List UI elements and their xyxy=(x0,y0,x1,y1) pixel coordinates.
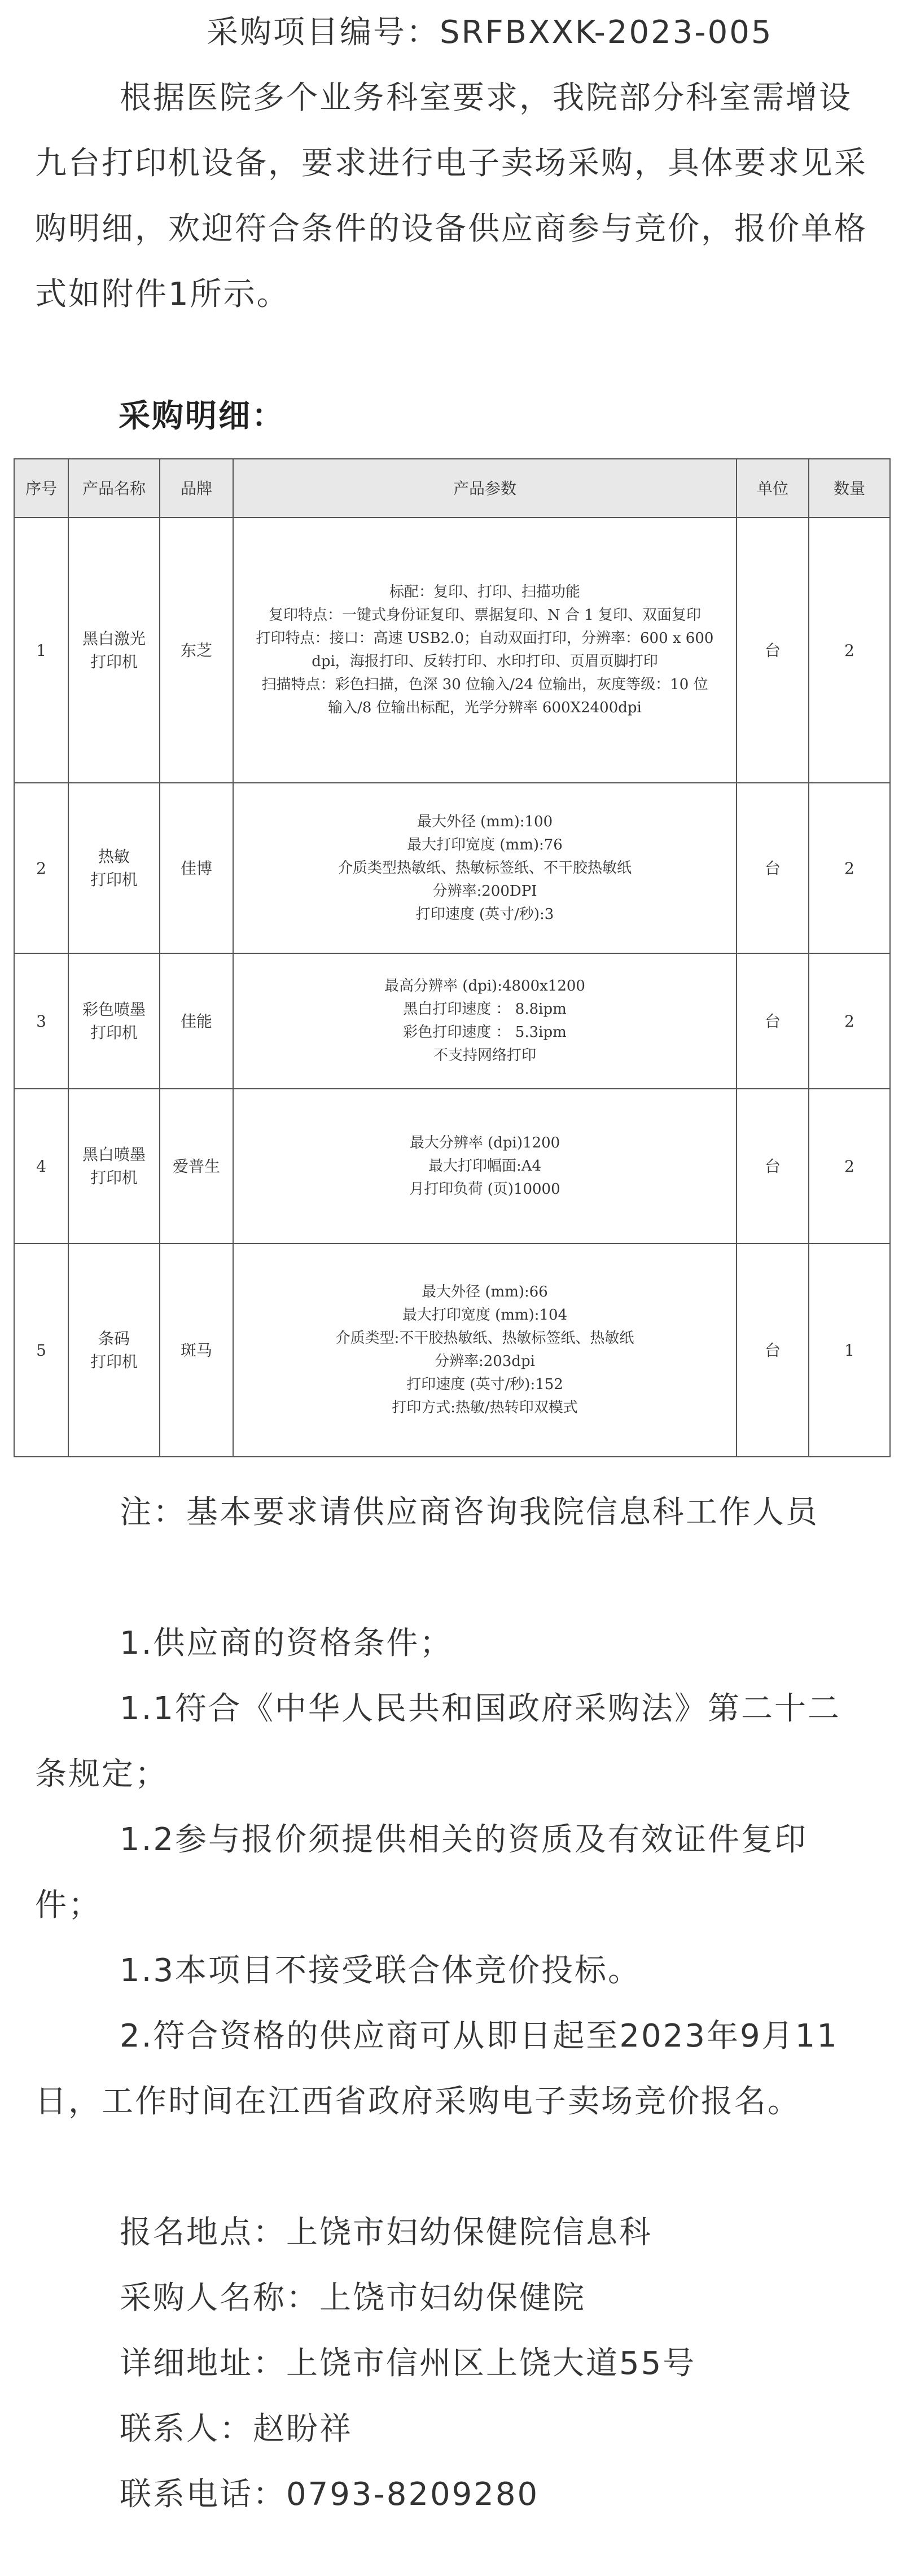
spec-line: 标配：复印、打印、扫描功能 xyxy=(389,584,580,601)
cell-specs xyxy=(233,953,737,1089)
qualification-heading: 1.供应商的资格条件； xyxy=(120,1625,453,1662)
spec-line: 最大外径 (mm):100 xyxy=(417,813,553,830)
cell-brand: 斑马 xyxy=(160,1243,233,1457)
cell-unit: 台 xyxy=(737,1243,809,1457)
table-row xyxy=(14,1089,890,1243)
contact-person: 联系人：赵盼祥 xyxy=(120,2411,353,2447)
detail-heading: 采购明细： xyxy=(119,398,285,435)
spec-line: 扫描特点：彩色扫描，色深 30 位输入/24 位输出，灰度等级：10 位 xyxy=(261,676,708,693)
cell-no: 1 xyxy=(14,518,68,783)
contact-location: 报名地点：上饶市妇幼保健院信息科 xyxy=(120,2214,652,2251)
spec-line: 最大打印宽度 (mm):76 xyxy=(407,836,563,853)
cell-no: 2 xyxy=(14,783,68,953)
cell-no: 3 xyxy=(14,953,68,1089)
table-row xyxy=(14,783,890,953)
spec-line: 分辨率:200DPI xyxy=(432,882,537,900)
contact-phone: 联系电话：0793-8209280 xyxy=(120,2476,540,2513)
cell-product-name: 黑白喷墨 打印机 xyxy=(68,1089,160,1243)
spec-line: 彩色打印速度 ： 5.3ipm xyxy=(403,1024,567,1041)
table-header-row xyxy=(14,459,890,518)
cell-specs xyxy=(233,783,737,953)
qualification-1-3: 1.3本项目不接受联合体竞价投标。 xyxy=(120,1952,642,1989)
col-header-name: 产品名称 xyxy=(68,459,160,518)
cell-product-name: 黑白激光 打印机 xyxy=(68,518,160,783)
qualification-1-1: 1.1符合《中华人民共和国政府采购法》第二十二条规定； xyxy=(35,1690,841,1793)
intro-paragraph: 根据医院多个业务科室要求，我院部分科室需增设九台打印机设备，要求进行电子卖场采购，具体要求见采购明细，欢迎符合条件的设备供应商参与竞价，报价单格式如附件1所示。 xyxy=(35,80,867,313)
cell-unit: 台 xyxy=(737,1089,809,1243)
cell-qty: 2 xyxy=(809,518,890,783)
spec-line: 最大打印宽度 (mm):104 xyxy=(402,1307,568,1324)
col-header-unit: 单位 xyxy=(737,459,809,518)
registration-paragraph: 2.符合资格的供应商可从即日起至2023年9月11日，工作时间在江西省政府采购电子卖场竞价报名。 xyxy=(35,2018,839,2120)
spec-line: 打印特点：接口：高速 USB2.0；自动双面打印，分辨率：600 x 600 xyxy=(256,630,714,647)
spec-line: 最大分辨率 (dpi)1200 xyxy=(409,1134,560,1151)
cell-product-name: 条码 打印机 xyxy=(68,1243,160,1457)
spec-line: 介质类型热敏纸、热敏标签纸、不干胶热敏纸 xyxy=(337,859,632,877)
spec-line: 输入/8 位输出标配，光学分辨率 600X2400dpi xyxy=(328,699,642,716)
contact-address: 详细地址：上饶市信州区上饶大道55号 xyxy=(120,2345,696,2382)
spec-line: 最大外径 (mm):66 xyxy=(422,1283,548,1300)
spec-line: 最高分辨率 (dpi):4800x1200 xyxy=(384,978,585,995)
project-code: 采购项目编号：SRFBXXK-2023-005 xyxy=(207,14,773,51)
cell-qty: 2 xyxy=(809,953,890,1089)
spec-line: 打印方式:热敏/热转印双模式 xyxy=(392,1399,578,1416)
table-row xyxy=(14,953,890,1089)
spec-line: 分辨率:203dpi xyxy=(435,1353,535,1370)
cell-qty: 2 xyxy=(809,783,890,953)
spec-line: dpi，海报打印、反转打印、水印打印、页眉页脚打印 xyxy=(312,653,658,670)
cell-specs xyxy=(233,518,737,783)
spec-line: 介质类型:不干胶热敏纸、热敏标签纸、热敏纸 xyxy=(335,1330,634,1347)
cell-brand: 佳能 xyxy=(160,953,233,1089)
spec-line: 打印速度 (英寸/秒):3 xyxy=(415,905,554,923)
cell-brand: 东芝 xyxy=(160,518,233,783)
cell-no: 5 xyxy=(14,1243,68,1457)
cell-product-name: 彩色喷墨 打印机 xyxy=(68,953,160,1089)
contact-purchaser: 采购人名称：上饶市妇幼保健院 xyxy=(120,2280,586,2316)
cell-specs xyxy=(233,1089,737,1243)
col-header-qty: 数量 xyxy=(809,459,890,518)
cell-qty: 2 xyxy=(809,1089,890,1243)
col-header-specs: 产品参数 xyxy=(233,459,737,518)
cell-unit: 台 xyxy=(737,783,809,953)
cell-unit: 台 xyxy=(737,953,809,1089)
table-row xyxy=(14,518,890,783)
cell-brand: 佳博 xyxy=(160,783,233,953)
col-header-brand: 品牌 xyxy=(160,459,233,518)
col-header-no: 序号 xyxy=(14,459,68,518)
spec-line: 打印速度 (英寸/秒):152 xyxy=(406,1376,563,1393)
spec-line: 不支持网络打印 xyxy=(433,1047,536,1064)
spec-line: 月打印负荷 (页)10000 xyxy=(409,1180,560,1198)
cell-brand: 爱普生 xyxy=(160,1089,233,1243)
spec-line: 黑白打印速度 ： 8.8ipm xyxy=(403,1001,567,1018)
qualification-1-2: 1.2参与报价须提供相关的资质及有效证件复印件； xyxy=(35,1821,808,1924)
cell-qty: 1 xyxy=(809,1243,890,1457)
cell-specs xyxy=(233,1243,737,1457)
cell-no: 4 xyxy=(14,1089,68,1243)
note-paragraph: 注：基本要求请供应商咨询我院信息科工作人员 xyxy=(120,1494,819,1531)
cell-product-name: 热敏 打印机 xyxy=(68,783,160,953)
spec-line: 最大打印幅面:A4 xyxy=(428,1157,542,1175)
table-row xyxy=(14,1243,890,1457)
procurement-table xyxy=(14,458,891,1457)
spec-line: 复印特点：一键式身份证复印、票据复印、N 合 1 复印、双面复印 xyxy=(268,607,702,624)
procurement-table-wrapper xyxy=(14,458,889,1457)
cell-unit: 台 xyxy=(737,518,809,783)
